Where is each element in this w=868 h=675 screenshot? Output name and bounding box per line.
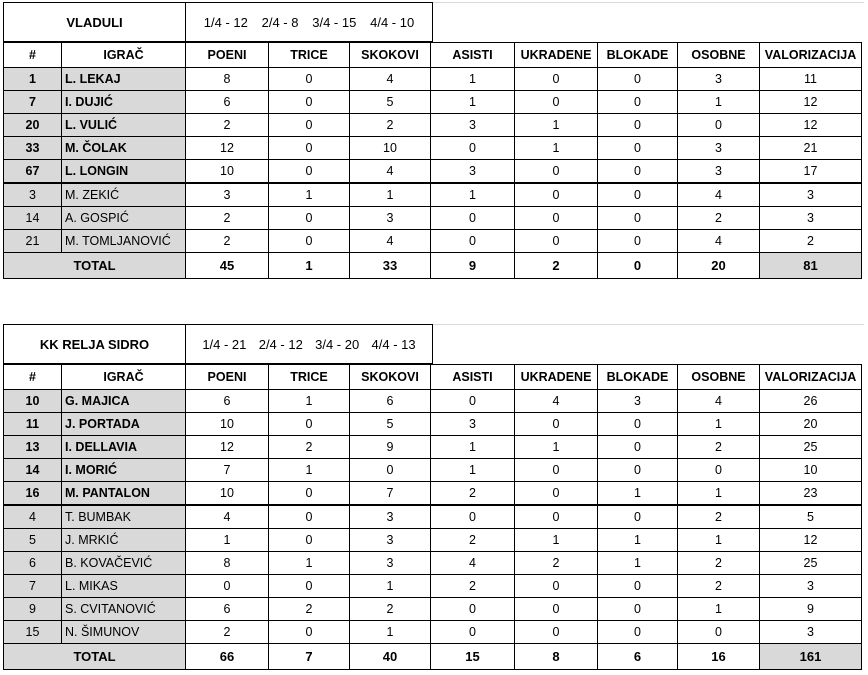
player-row	[4, 482, 862, 506]
stat-cell: 9	[350, 436, 431, 459]
column-header: SKOKOVI	[350, 365, 431, 390]
stat-cell: 0	[269, 68, 350, 91]
total-cell: 81	[760, 253, 862, 279]
player-number: 7	[4, 91, 62, 114]
stat-cell: 25	[760, 436, 862, 459]
stat-cell: 0	[598, 160, 678, 184]
player-name: M. TOMLJANOVIĆ	[62, 230, 186, 253]
header-divider	[433, 324, 864, 325]
player-row	[4, 413, 862, 436]
stat-cell: 1	[678, 413, 760, 436]
stat-cell: 0	[269, 114, 350, 137]
player-name: L. LEKAJ	[62, 68, 186, 91]
player-name: I. MORIĆ	[62, 459, 186, 482]
stat-cell: 1	[269, 183, 350, 207]
stat-cell: 0	[598, 183, 678, 207]
total-row	[4, 253, 862, 279]
stat-cell: 0	[598, 436, 678, 459]
total-cell: 66	[186, 644, 269, 670]
stat-cell: 2	[431, 575, 515, 598]
column-header: ASISTI	[431, 43, 515, 68]
stat-cell: 0	[515, 598, 598, 621]
stat-cell: 2	[269, 598, 350, 621]
stat-cell: 0	[269, 529, 350, 552]
stat-cell: 3	[350, 207, 431, 230]
player-row	[4, 68, 862, 91]
player-number: 20	[4, 114, 62, 137]
stat-cell: 1	[431, 436, 515, 459]
quarter-scores	[186, 324, 433, 364]
player-name: S. CVITANOVIĆ	[62, 598, 186, 621]
player-number: 15	[4, 621, 62, 644]
player-number: 67	[4, 160, 62, 184]
stat-cell: 0	[431, 230, 515, 253]
total-cell: 16	[678, 644, 760, 670]
stat-cell: 3	[350, 505, 431, 529]
player-row	[4, 529, 862, 552]
quarter-2-score: 2/4 - 12	[258, 336, 303, 352]
player-row	[4, 575, 862, 598]
player-number: 13	[4, 436, 62, 459]
player-name: M. PANTALON	[62, 482, 186, 506]
stat-cell: 0	[269, 137, 350, 160]
stat-cell: 1	[515, 137, 598, 160]
player-row	[4, 91, 862, 114]
stat-cell: 3	[678, 68, 760, 91]
player-number: 9	[4, 598, 62, 621]
column-header: TRICE	[269, 365, 350, 390]
column-header: BLOKADE	[598, 365, 678, 390]
stat-cell: 2	[186, 114, 269, 137]
total-cell: 15	[431, 644, 515, 670]
player-row	[4, 436, 862, 459]
stat-cell: 0	[515, 207, 598, 230]
stat-cell: 1	[598, 482, 678, 506]
stat-cell: 0	[269, 207, 350, 230]
stat-cell: 1	[515, 436, 598, 459]
stat-cell: 4	[515, 390, 598, 413]
quarter-4-score: 4/4 - 10	[370, 14, 415, 30]
stat-cell: 1	[431, 91, 515, 114]
total-cell: 20	[678, 253, 760, 279]
player-name: B. KOVAČEVIĆ	[62, 552, 186, 575]
column-header: IGRAČ	[62, 43, 186, 68]
stat-cell: 1	[678, 482, 760, 506]
stat-cell: 10	[760, 459, 862, 482]
stat-cell: 0	[678, 459, 760, 482]
stat-cell: 0	[515, 459, 598, 482]
stat-cell: 1	[678, 598, 760, 621]
stat-cell: 2	[431, 482, 515, 506]
player-name: J. MRKIĆ	[62, 529, 186, 552]
header-row	[4, 43, 862, 68]
total-label: TOTAL	[4, 644, 186, 670]
stat-cell: 4	[431, 552, 515, 575]
stat-cell: 0	[515, 230, 598, 253]
total-cell: 9	[431, 253, 515, 279]
quarter-1-score: 1/4 - 12	[203, 14, 248, 30]
stat-cell: 7	[350, 482, 431, 506]
stat-cell: 6	[186, 390, 269, 413]
stat-cell: 0	[678, 114, 760, 137]
stat-cell: 4	[350, 160, 431, 184]
stat-cell: 23	[760, 482, 862, 506]
stat-cell: 0	[269, 160, 350, 184]
stat-cell: 0	[269, 505, 350, 529]
stat-cell: 1	[678, 529, 760, 552]
column-header: BLOKADE	[598, 43, 678, 68]
stat-cell: 1	[186, 529, 269, 552]
stat-cell: 10	[186, 482, 269, 506]
stat-cell: 0	[515, 575, 598, 598]
stat-cell: 20	[760, 413, 862, 436]
quarter-3-score: 3/4 - 20	[315, 336, 360, 352]
team-name: VLADULI	[3, 2, 186, 42]
stat-cell: 5	[350, 91, 431, 114]
stat-cell: 0	[598, 459, 678, 482]
player-row	[4, 183, 862, 207]
stat-cell: 10	[350, 137, 431, 160]
player-row	[4, 552, 862, 575]
total-cell: 45	[186, 253, 269, 279]
stat-cell: 0	[515, 91, 598, 114]
stat-cell: 4	[678, 390, 760, 413]
stat-cell: 0	[678, 621, 760, 644]
stat-cell: 12	[760, 91, 862, 114]
column-header: SKOKOVI	[350, 43, 431, 68]
player-row	[4, 114, 862, 137]
stat-cell: 2	[269, 436, 350, 459]
quarter-3-score: 3/4 - 15	[312, 14, 357, 30]
stat-cell: 10	[186, 160, 269, 184]
stat-cell: 3	[350, 529, 431, 552]
player-name: J. PORTADA	[62, 413, 186, 436]
stat-cell: 5	[760, 505, 862, 529]
player-number: 11	[4, 413, 62, 436]
player-row	[4, 621, 862, 644]
stat-cell: 2	[760, 230, 862, 253]
column-header: POENI	[186, 365, 269, 390]
stat-cell: 2	[678, 575, 760, 598]
column-header: IGRAČ	[62, 365, 186, 390]
team-block-kk-relja-sidro	[3, 324, 862, 670]
player-name: L. VULIĆ	[62, 114, 186, 137]
total-cell: 161	[760, 644, 862, 670]
stats-table	[3, 364, 862, 670]
header-divider	[433, 2, 864, 3]
quarter-4-score: 4/4 - 13	[371, 336, 416, 352]
stat-cell: 2	[678, 207, 760, 230]
stat-cell: 1	[598, 529, 678, 552]
quarter-2-score: 2/4 - 8	[261, 14, 299, 30]
column-header: #	[4, 365, 62, 390]
column-header: UKRADENE	[515, 365, 598, 390]
stat-cell: 0	[598, 137, 678, 160]
player-name: G. MAJICA	[62, 390, 186, 413]
stat-cell: 5	[350, 413, 431, 436]
stat-cell: 1	[515, 529, 598, 552]
stat-cell: 1	[269, 390, 350, 413]
player-number: 21	[4, 230, 62, 253]
stat-cell: 0	[598, 575, 678, 598]
team-header	[3, 324, 862, 364]
stat-cell: 1	[269, 459, 350, 482]
stat-cell: 0	[431, 598, 515, 621]
stat-cell: 0	[269, 413, 350, 436]
player-row	[4, 160, 862, 184]
player-number: 14	[4, 207, 62, 230]
stat-cell: 0	[186, 575, 269, 598]
stat-cell: 6	[350, 390, 431, 413]
stat-cell: 3	[760, 207, 862, 230]
column-header: OSOBNE	[678, 365, 760, 390]
player-row	[4, 598, 862, 621]
stat-cell: 3	[678, 137, 760, 160]
stat-cell: 10	[186, 413, 269, 436]
total-cell: 1	[269, 253, 350, 279]
column-header: VALORIZACIJA	[760, 43, 862, 68]
stat-cell: 12	[186, 436, 269, 459]
stat-cell: 25	[760, 552, 862, 575]
stat-cell: 1	[269, 552, 350, 575]
stat-cell: 2	[186, 230, 269, 253]
stat-cell: 0	[269, 230, 350, 253]
column-header: ASISTI	[431, 365, 515, 390]
header-row	[4, 365, 862, 390]
total-cell: 8	[515, 644, 598, 670]
team-name: KK RELJA SIDRO	[3, 324, 186, 364]
stat-cell: 2	[678, 505, 760, 529]
player-number: 1	[4, 68, 62, 91]
player-name: I. DUJIĆ	[62, 91, 186, 114]
stat-cell: 0	[598, 621, 678, 644]
stat-cell: 17	[760, 160, 862, 184]
stat-cell: 0	[431, 207, 515, 230]
stat-cell: 26	[760, 390, 862, 413]
team-header	[3, 2, 862, 42]
stat-cell: 4	[350, 68, 431, 91]
player-name: N. ŠIMUNOV	[62, 621, 186, 644]
stat-cell: 2	[186, 207, 269, 230]
stat-cell: 4	[350, 230, 431, 253]
player-name: I. DELLAVIA	[62, 436, 186, 459]
total-cell: 33	[350, 253, 431, 279]
player-name: A. GOSPIĆ	[62, 207, 186, 230]
player-number: 7	[4, 575, 62, 598]
stat-cell: 2	[678, 436, 760, 459]
player-number: 33	[4, 137, 62, 160]
stat-cell: 0	[515, 183, 598, 207]
stat-cell: 0	[431, 390, 515, 413]
stat-cell: 0	[431, 137, 515, 160]
stat-cell: 3	[186, 183, 269, 207]
stat-cell: 2	[515, 552, 598, 575]
quarter-scores	[186, 2, 433, 42]
stats-table	[3, 42, 862, 279]
stat-cell: 0	[598, 114, 678, 137]
player-row	[4, 230, 862, 253]
column-header: TRICE	[269, 43, 350, 68]
stat-cell: 4	[678, 183, 760, 207]
stat-cell: 2	[431, 529, 515, 552]
stat-cell: 0	[269, 482, 350, 506]
stat-cell: 3	[678, 160, 760, 184]
total-cell: 0	[598, 253, 678, 279]
stat-cell: 0	[598, 230, 678, 253]
stat-cell: 21	[760, 137, 862, 160]
stat-cell: 1	[598, 552, 678, 575]
stat-cell: 0	[515, 482, 598, 506]
player-number: 6	[4, 552, 62, 575]
stat-cell: 0	[515, 413, 598, 436]
stat-cell: 1	[350, 575, 431, 598]
stat-cell: 3	[431, 160, 515, 184]
stat-cell: 0	[598, 207, 678, 230]
stat-cell: 3	[598, 390, 678, 413]
stat-cell: 3	[760, 621, 862, 644]
player-row	[4, 207, 862, 230]
stat-cell: 2	[350, 598, 431, 621]
stat-cell: 1	[350, 621, 431, 644]
player-number: 10	[4, 390, 62, 413]
stat-cell: 0	[515, 621, 598, 644]
player-row	[4, 459, 862, 482]
player-number: 3	[4, 183, 62, 207]
total-cell: 7	[269, 644, 350, 670]
stat-cell: 2	[678, 552, 760, 575]
stat-cell: 2	[350, 114, 431, 137]
column-header: UKRADENE	[515, 43, 598, 68]
stat-cell: 8	[186, 552, 269, 575]
total-cell: 2	[515, 253, 598, 279]
stat-cell: 1	[431, 183, 515, 207]
stat-cell: 3	[431, 413, 515, 436]
stat-cell: 9	[760, 598, 862, 621]
stat-cell: 1	[678, 91, 760, 114]
player-name: M. ZEKIĆ	[62, 183, 186, 207]
column-header: OSOBNE	[678, 43, 760, 68]
stat-cell: 3	[760, 183, 862, 207]
stat-cell: 3	[350, 552, 431, 575]
stat-cell: 0	[515, 160, 598, 184]
total-cell: 40	[350, 644, 431, 670]
total-label: TOTAL	[4, 253, 186, 279]
stat-cell: 12	[760, 529, 862, 552]
stat-cell: 3	[760, 575, 862, 598]
column-header: VALORIZACIJA	[760, 365, 862, 390]
stat-cell: 3	[431, 114, 515, 137]
total-cell: 6	[598, 644, 678, 670]
stat-cell: 4	[678, 230, 760, 253]
stat-cell: 1	[350, 183, 431, 207]
stat-cell: 2	[186, 621, 269, 644]
player-number: 5	[4, 529, 62, 552]
quarter-1-score: 1/4 - 21	[202, 336, 247, 352]
stat-cell: 0	[598, 68, 678, 91]
stat-cell: 0	[598, 91, 678, 114]
stat-cell: 0	[269, 91, 350, 114]
stat-cell: 0	[350, 459, 431, 482]
stat-cell: 0	[598, 598, 678, 621]
stat-cell: 0	[515, 505, 598, 529]
stat-cell: 12	[186, 137, 269, 160]
stat-cell: 1	[431, 68, 515, 91]
stat-cell: 0	[269, 621, 350, 644]
stat-cell: 1	[515, 114, 598, 137]
stat-cell: 1	[431, 459, 515, 482]
stat-cell: 11	[760, 68, 862, 91]
stat-cell: 0	[515, 68, 598, 91]
player-row	[4, 390, 862, 413]
player-name: L. MIKAS	[62, 575, 186, 598]
player-number: 16	[4, 482, 62, 506]
column-header: #	[4, 43, 62, 68]
stat-cell: 0	[431, 505, 515, 529]
stat-cell: 12	[760, 114, 862, 137]
player-row	[4, 137, 862, 160]
stat-cell: 0	[431, 621, 515, 644]
player-name: T. BUMBAK	[62, 505, 186, 529]
player-name: L. LONGIN	[62, 160, 186, 184]
stat-cell: 0	[598, 505, 678, 529]
total-row	[4, 644, 862, 670]
stat-cell: 7	[186, 459, 269, 482]
player-row	[4, 505, 862, 529]
stat-cell: 8	[186, 68, 269, 91]
player-number: 14	[4, 459, 62, 482]
stat-cell: 6	[186, 598, 269, 621]
player-number: 4	[4, 505, 62, 529]
player-name: M. ČOLAK	[62, 137, 186, 160]
stat-cell: 0	[598, 413, 678, 436]
column-header: POENI	[186, 43, 269, 68]
team-block-vladuli	[3, 2, 862, 279]
stat-cell: 4	[186, 505, 269, 529]
stat-cell: 6	[186, 91, 269, 114]
stat-cell: 0	[269, 575, 350, 598]
